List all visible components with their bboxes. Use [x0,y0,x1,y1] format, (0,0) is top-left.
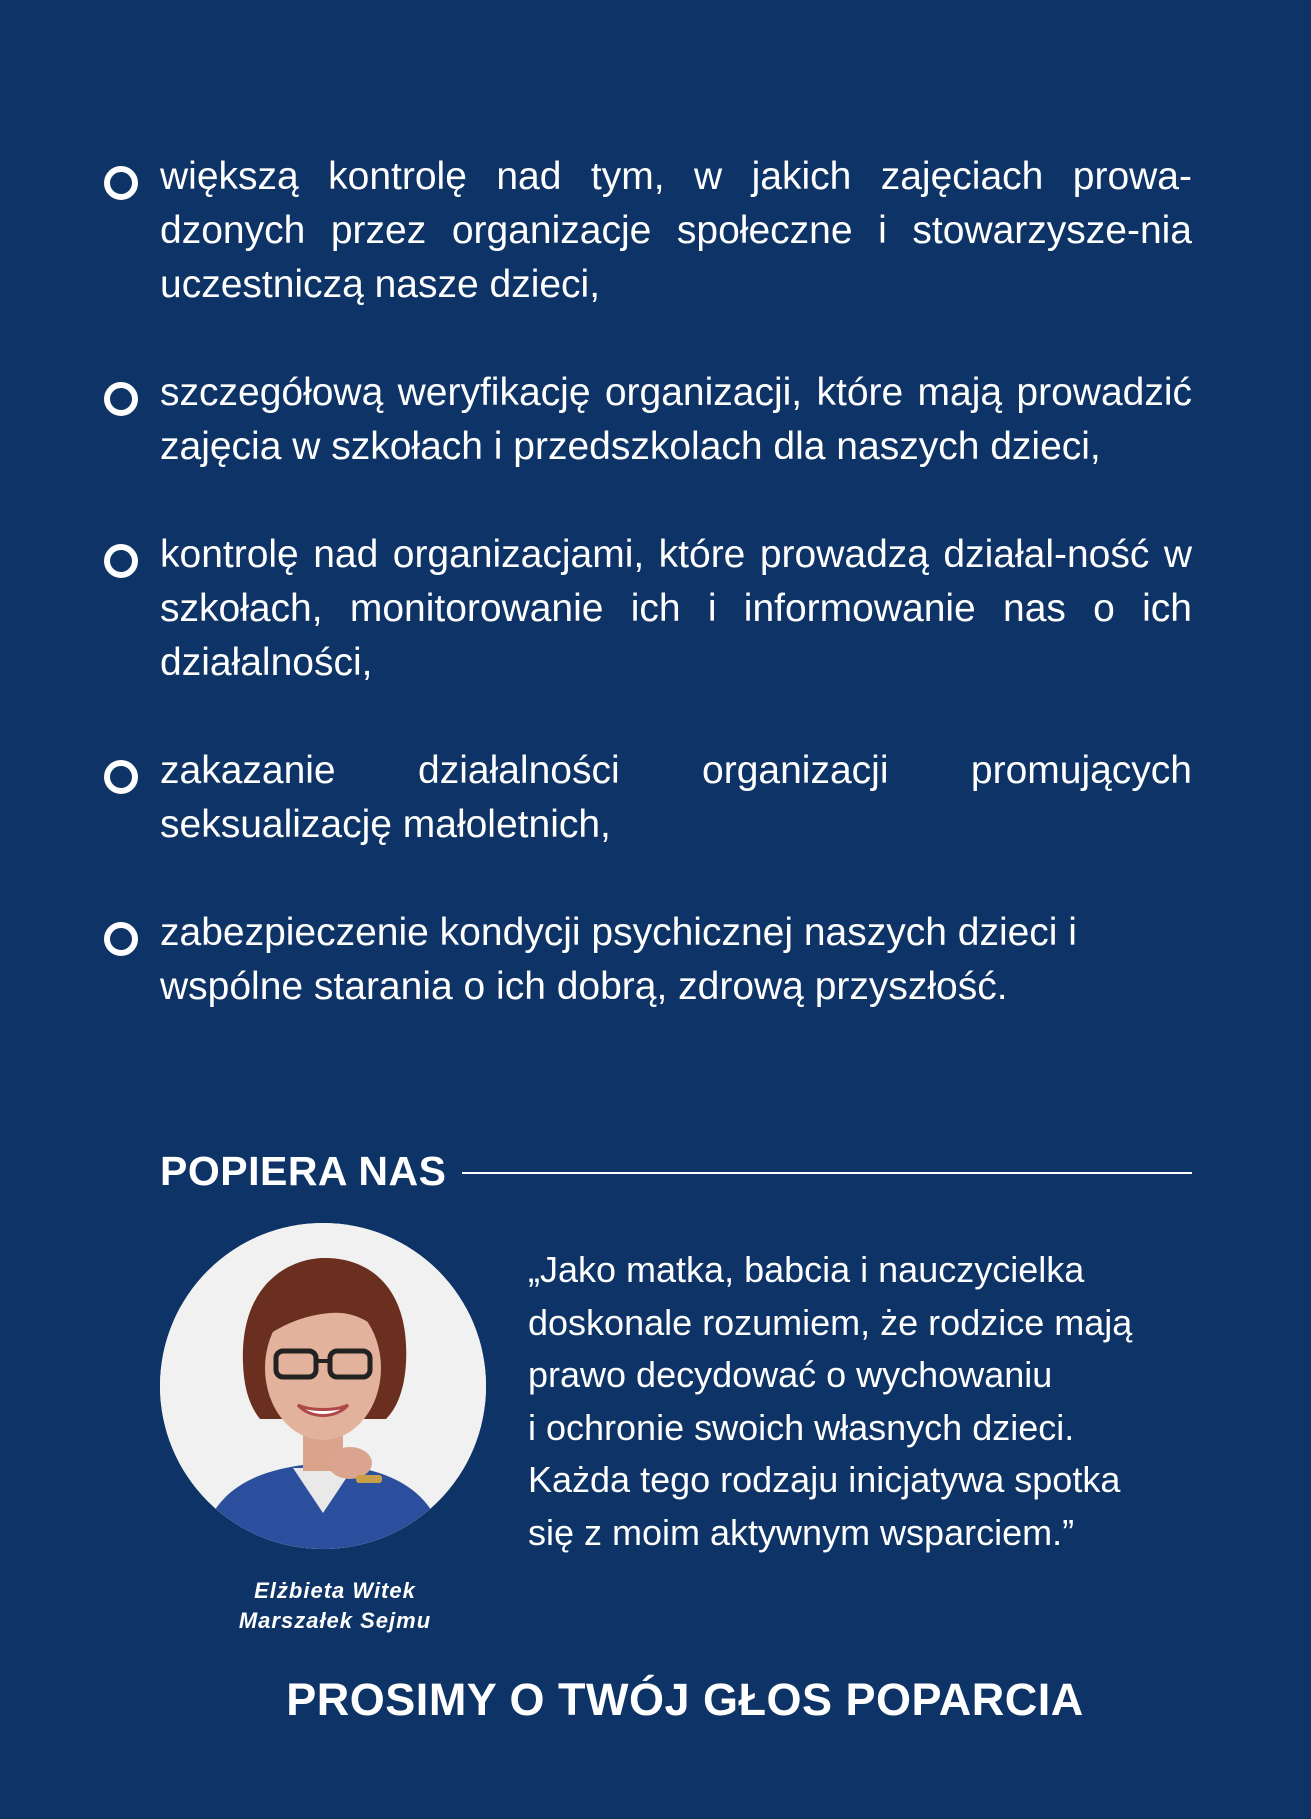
bullet-text: szczegółową weryfikację organizacji, które mają prowadzić zajęcia w szkołach i przedszkolach dla naszych dzieci, [160,371,1192,468]
circle-bullet-icon [104,166,138,200]
circle-bullet-icon [104,760,138,794]
portrait-photo [160,1223,486,1549]
bullet-text: kontrolę nad organizacjami, które prowadzą działal-ność w szkołach, monitorowanie ich i informowanie nas o ich działalności, [160,533,1192,684]
list-item [104,366,1192,474]
bullet-text: zabezpieczenie kondycji psychicznej naszych dzieci i wspólne starania o ich dobrą, zdrową przyszłość. [160,911,1077,1008]
quote-line: się z moim aktywnym wsparciem.” [528,1511,1075,1553]
list-item [104,528,1192,690]
list-item [104,744,1192,852]
list-item [104,906,1192,1014]
footer-call-to-action: PROSIMY O TWÓJ GŁOS POPARCIA [286,1674,1084,1725]
heading-divider [462,1172,1192,1174]
circle-bullet-icon [104,544,138,578]
circle-bullet-icon [104,382,138,416]
quote-line: i ochronie swoich własnych dzieci. [528,1406,1075,1448]
support-quote [528,1244,1208,1559]
support-heading [160,1146,1192,1196]
person-name: Elżbieta Witek [254,1578,416,1603]
quote-line: prawo decydować o wychowaniu [528,1354,1053,1395]
quote-line: Każda tego rodzaju inicjatywa spotka [528,1459,1121,1500]
portrait-watch [356,1475,382,1483]
bullet-text: większą kontrolę nad tym, w jakich zajęciach prowa-dzonych przez organizacje społeczne i stowarzysze-nia uczestniczą nasze dzieci, [160,155,1192,306]
circle-bullet-icon [104,922,138,956]
portrait-hand [328,1447,372,1479]
quote-line: „Jako matka, babcia i nauczycielka [528,1249,1085,1290]
support-heading-title: POPIERA NAS [160,1147,447,1194]
person-role: Marszałek Sejmu [238,1608,432,1633]
bullet-list [104,150,1192,1068]
quote-line: doskonale rozumiem, że rodzice mają [528,1301,1133,1343]
avatar [160,1223,486,1549]
bullet-text: zakazanie działalności organizacji promujących seksualizację małoletnich, [160,749,1192,846]
list-item [104,150,1192,312]
portrait-caption [160,1576,510,1636]
